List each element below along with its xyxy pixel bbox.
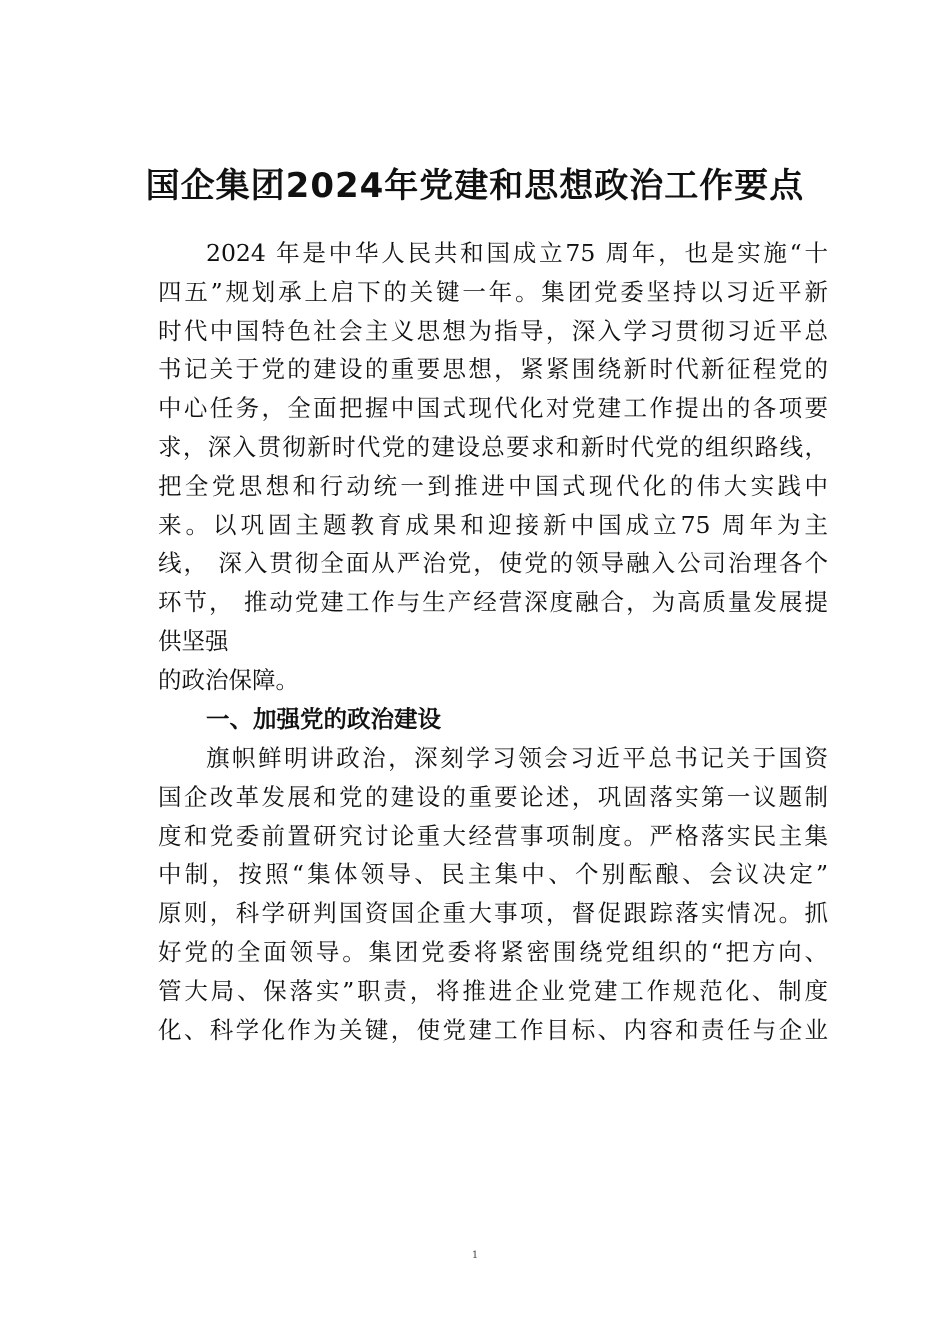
intro-line: 供坚强 bbox=[158, 626, 229, 655]
intro-line: 来。以巩固主题教育成果和迎接新中国成立75 周年为主 bbox=[158, 510, 828, 539]
intro-line: 2024 年是中华人民共和国成立75 周年，也是实施“十 bbox=[206, 239, 828, 267]
section-1-heading: 一、加强党的政治建设 bbox=[206, 705, 441, 733]
intro-line: 求，深入贯彻新时代党的建设总要求和新时代党的组织路线， bbox=[158, 432, 828, 461]
intro-line: 的政治保障。 bbox=[158, 665, 299, 694]
intro-line: 环节， 推动党建工作与生产经营深度融合，为高质量发展提 bbox=[158, 588, 828, 617]
section-1 bbox=[158, 700, 828, 739]
section-1-paragraph bbox=[158, 739, 828, 1049]
intro-line: 书记关于党的建设的重要思想，紧紧围绕新时代新征程党的 bbox=[158, 355, 828, 384]
section-1-line: 度和党委前置研究讨论重大经营事项制度。严格落实民主集 bbox=[158, 821, 828, 850]
section-1-line: 国企改革发展和党的建设的重要论述，巩固落实第一议题制 bbox=[158, 782, 828, 811]
intro-line: 线， 深入贯彻全面从严治党，使党的领导融入公司治理各个 bbox=[158, 549, 828, 578]
page-number: 1 bbox=[471, 1250, 479, 1261]
section-1-line: 中制，按照“集体领导、民主集中、个别酝酿、会议决定” bbox=[158, 860, 828, 889]
intro-line: 时代中国特色社会主义思想为指导，深入学习贯彻习近平总 bbox=[158, 316, 828, 345]
section-1-line: 旗帜鲜明讲政治，深刻学习领会习近平总书记关于国资 bbox=[206, 744, 828, 772]
intro-line: 中心任务，全面把握中国式现代化对党建工作提出的各项要 bbox=[158, 394, 828, 423]
section-1-line: 原则，科学研判国资国企重大事项，督促跟踪落实情况。抓 bbox=[158, 899, 828, 928]
intro-line: 四五”规划承上启下的关键一年。集团党委坚持以习近平新 bbox=[158, 277, 828, 306]
intro-paragraph bbox=[158, 234, 828, 700]
section-1-line: 管大局、保落实”职责，将推进企业党建工作规范化、制度 bbox=[158, 976, 828, 1005]
document-title: 国企集团2024年党建和思想政治工作要点 bbox=[145, 166, 805, 206]
section-1-line: 化、科学化作为关键，使党建工作目标、内容和责任与企业 bbox=[158, 1015, 828, 1044]
intro-line: 把全党思想和行动统一到推进中国式现代化的伟大实践中 bbox=[158, 471, 828, 500]
section-1-line: 好党的全面领导。集团党委将紧密围绕党组织的“把方向、 bbox=[158, 937, 828, 966]
